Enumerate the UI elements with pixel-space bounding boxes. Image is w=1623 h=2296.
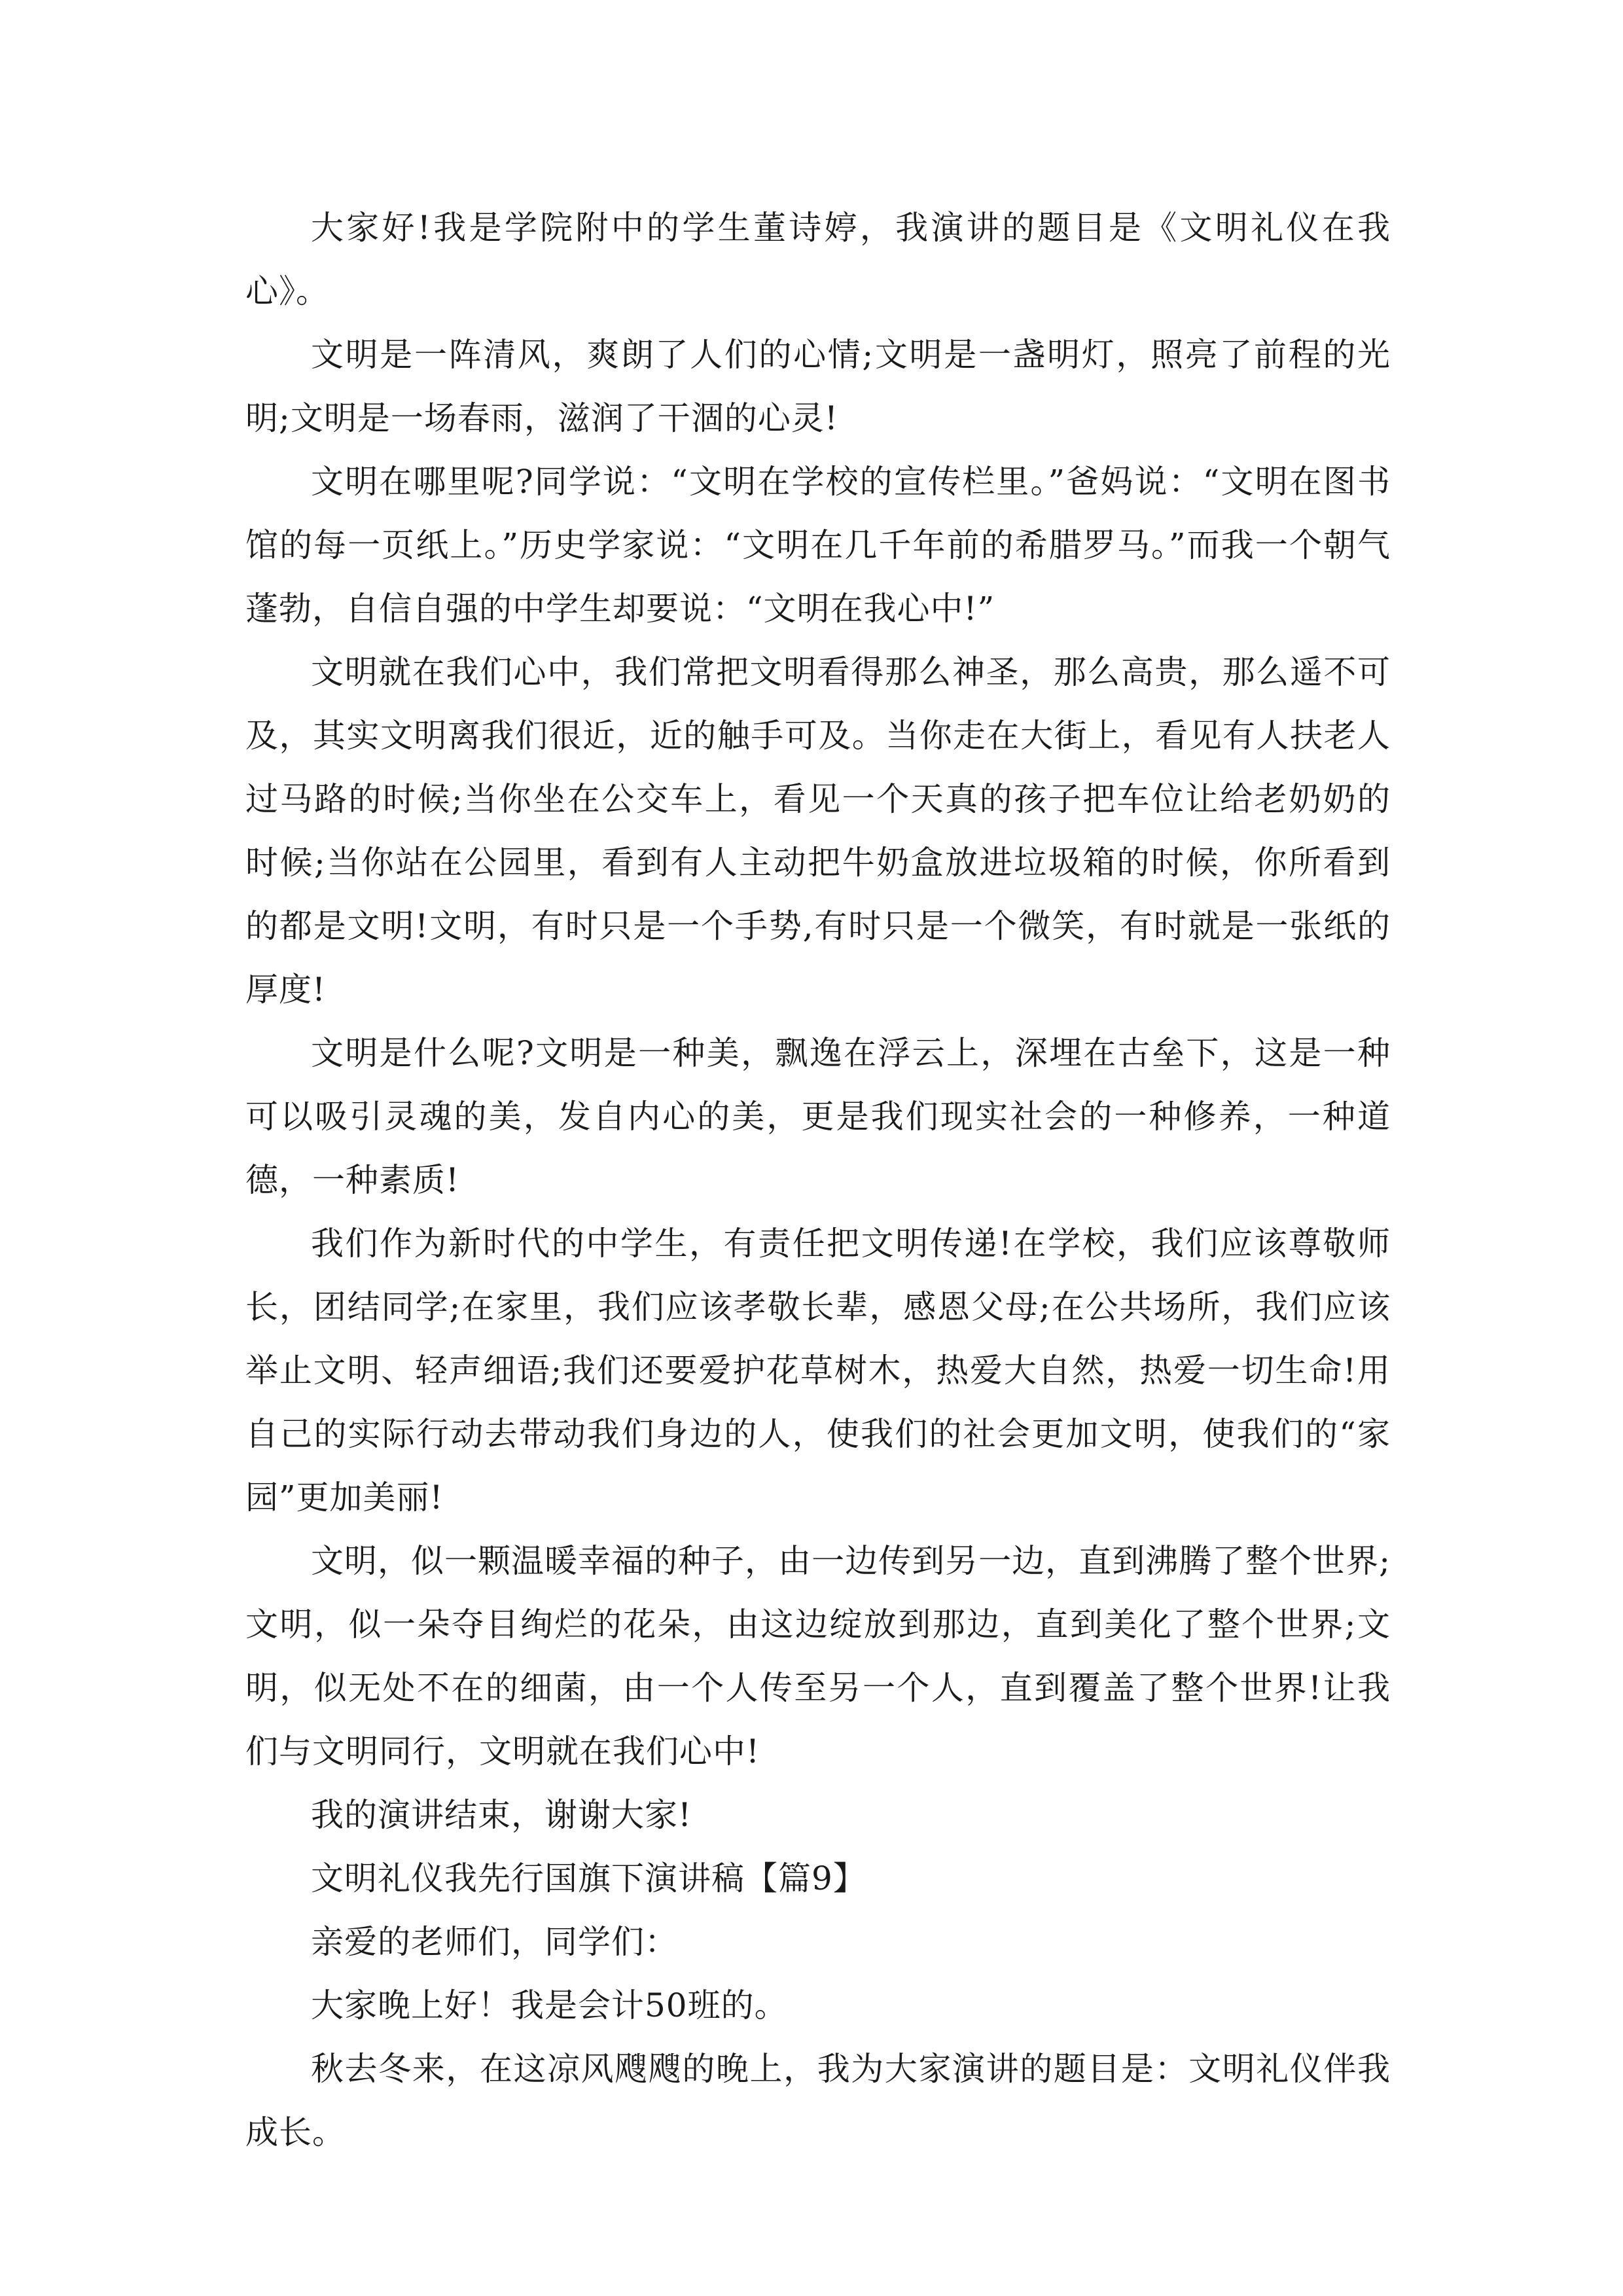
paragraph-greeting: 大家好!我是学院附中的学生董诗婷，我演讲的题目是《文明礼仪在我心》。	[245, 209, 1391, 310]
paragraph-speech-topic: 秋去冬来，在这凉风飕飕的晚上，我为大家演讲的题目是：文明礼仪伴我成长。	[245, 2050, 1391, 2151]
paragraph-our-responsibility: 我们作为新时代的中学生，有责任把文明传递!在学校，我们应该尊敬师长，团结同学;在家里，我们应该孝敬长辈，感恩父母;在公共场所，我们应该举止文明、轻声细语;我们还要爱护花草树木，热爱大自然，热爱一切生命!用自己的实际行动去带动我们身边的人，使我们的社会更加文明，使我们的“家园”更加美丽!	[245, 1225, 1391, 1516]
paragraph-speech-end: 我的演讲结束，谢谢大家!	[311, 1796, 692, 1834]
paragraph-where-is-civility: 文明在哪里呢?同学说：“文明在学校的宣传栏里。”爸妈说：“文明在图书馆的每一页纸上。”历史学家说：“文明在几千年前的希腊罗马。”而我一个朝气蓬勃，自信自强的中学生却要说：“文明在我心中!”	[245, 463, 1391, 628]
paragraph-civility-in-hearts: 文明就在我们心中，我们常把文明看得那么神圣，那么高贵，那么遥不可及，其实文明离我们很近，近的触手可及。当你走在大街上，看见有人扶老人过马路的时候;当你坐在公交车上，看见一个天真的孩子把车位让给老奶奶的时候;当你站在公园里，看到有人主动把牛奶盒放进垃圾箱的时候，你所看到的都是文明!文明，有时只是一个手势,有时只是一个微笑，有时就是一张纸的厚度!	[245, 653, 1391, 1009]
paragraph-civility-like-seed: 文明，似一颗温暖幸福的种子，由一边传到另一边，直到沸腾了整个世界;文明，似一朵夺目绚烂的花朵，由这边绽放到那边，直到美化了整个世界;文明，似无处不在的细菌，由一个人传至另一个人，直到覆盖了整个世界!让我们与文明同行，文明就在我们心中!	[245, 1542, 1391, 1770]
section-heading-part-9: 文明礼仪我先行国旗下演讲稿【篇9】	[311, 1859, 866, 1897]
document-body	[245, 196, 1391, 2164]
paragraph-salutation: 亲爱的老师们，同学们：	[311, 1923, 678, 1961]
paragraph-what-is-civility: 文明是什么呢?文明是一种美，飘逸在浮云上，深埋在古垒下，这是一种可以吸引灵魂的美，发自内心的美，更是我们现实社会的一种修养，一种道德，一种素质!	[245, 1034, 1391, 1199]
paragraph-good-evening: 大家晚上好！我是会计50班的。	[311, 1986, 788, 2024]
paragraph-wind-lamp-rain: 文明是一阵清风，爽朗了人们的心情;文明是一盏明灯，照亮了前程的光明;文明是一场春雨，滋润了干涸的心灵!	[245, 336, 1391, 437]
